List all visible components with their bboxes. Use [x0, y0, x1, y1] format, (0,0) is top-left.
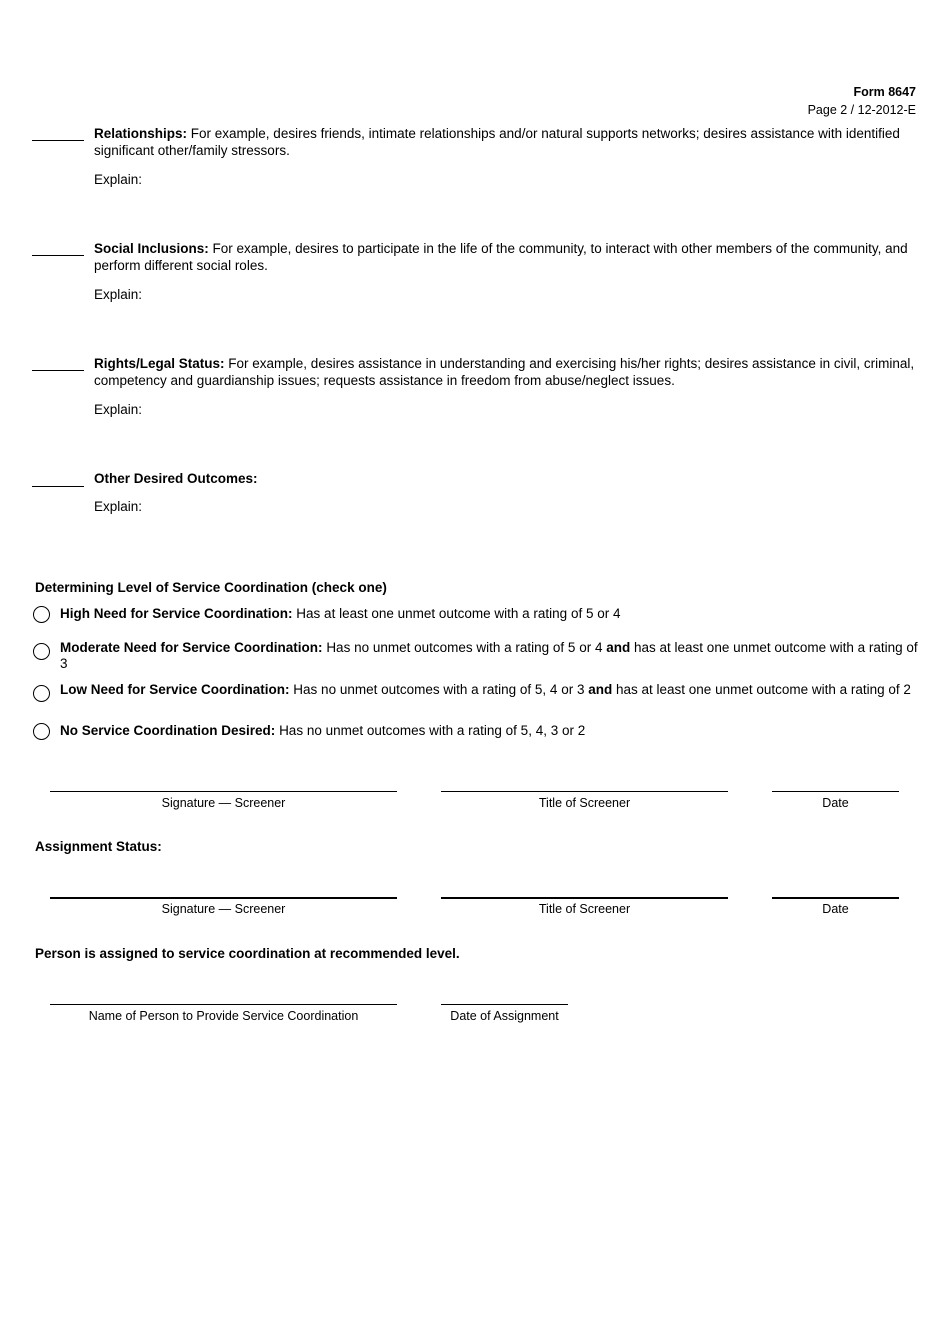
assignment-signature-field[interactable] — [50, 897, 397, 899]
section-text: For example, desires assistance in understanding and exercising his/her rights; desires assistance in civil, criminal, competency and guardianship issues; requests assistance in freedom from abuse/neglect issues. — [94, 356, 915, 388]
assignment-date-field[interactable] — [772, 897, 899, 899]
section-title: Social Inclusions: — [94, 241, 209, 256]
explain-label: Explain: — [94, 287, 143, 302]
section-text: For example, desires to participate in the life of the community, to interact with other members of the community, and perform different social roles. — [94, 241, 908, 273]
option-title: Moderate Need for Service Coordination: — [60, 640, 323, 655]
assignment-date-input[interactable] — [441, 1004, 568, 1005]
section-title: Other Desired Outcomes: — [94, 471, 258, 486]
coordinator-name-field[interactable] — [50, 1004, 397, 1005]
rating-input-relationships[interactable] — [32, 140, 84, 141]
option-text: Has no unmet outcomes with a rating of 5 or 4 — [326, 640, 603, 655]
title-screener-field[interactable] — [441, 791, 728, 792]
assignment-status-label: Assignment Status: — [35, 839, 162, 854]
section-text: For example, desires friends, intimate relationships and/or natural supports networks; desires assistance with identified significant other/family stressors. — [94, 126, 900, 158]
signature-screener-label: Signature — Screener — [161, 796, 286, 810]
explain-label: Explain: — [94, 499, 143, 514]
form-number: Form 8647 — [853, 85, 916, 99]
section-title: Relationships: — [94, 126, 188, 141]
radio-moderate-need[interactable] — [33, 643, 50, 660]
explain-label: Explain: — [94, 402, 143, 417]
radio-no-coordination[interactable] — [33, 723, 50, 740]
page-info: Page 2 / 12-2012-E — [807, 103, 916, 117]
title-screener-label: Title of Screener — [538, 796, 631, 810]
option-text: Has no unmet outcomes with a rating of 5, 4, 3 or 2 — [279, 723, 586, 738]
radio-low-need[interactable] — [33, 685, 50, 702]
assignment-statement: Person is assigned to service coordination at recommended level. — [35, 946, 460, 961]
option-title: No Service Coordination Desired: — [60, 723, 276, 738]
section-social-inclusions — [94, 240, 919, 274]
section-other-outcomes — [94, 470, 919, 487]
option-text-after: has at least one unmet outcome with a rating of 3 — [60, 640, 918, 671]
rating-input-rights-legal[interactable] — [32, 370, 84, 371]
date-of-assignment-label: Date of Assignment — [450, 1009, 559, 1023]
option-bold-word: and — [588, 682, 613, 697]
rating-input-other-outcomes[interactable] — [32, 486, 84, 487]
signature-screener-field[interactable] — [50, 791, 397, 792]
assignment-title-label: Title of Screener — [538, 902, 631, 916]
option-text: Has at least one unmet outcome with a rating of 5 or 4 — [296, 606, 621, 621]
section-rights-legal — [94, 355, 919, 389]
option-title: Low Need for Service Coordination: — [60, 682, 290, 697]
rating-input-social-inclusions[interactable] — [32, 255, 84, 256]
level-section-title: Determining Level of Service Coordination (check one) — [35, 580, 387, 595]
radio-high-need[interactable] — [33, 606, 50, 623]
date-label: Date — [822, 796, 849, 810]
option-text-after: has at least one unmet outcome with a rating of 2 — [616, 682, 911, 697]
date-field[interactable] — [772, 791, 899, 792]
option-title: High Need for Service Coordination: — [60, 606, 293, 621]
option-bold-word: and — [606, 640, 631, 655]
assignment-title-field[interactable] — [441, 897, 728, 899]
coordinator-name-label: Name of Person to Provide Service Coordination — [88, 1009, 359, 1023]
option-text: Has no unmet outcomes with a rating of 5, 4 or 3 — [293, 682, 585, 697]
assignment-signature-label: Signature — Screener — [161, 902, 286, 916]
explain-label: Explain: — [94, 172, 143, 187]
section-relationships — [94, 125, 919, 159]
section-title: Rights/Legal Status: — [94, 356, 225, 371]
assignment-date-label: Date — [822, 902, 849, 916]
